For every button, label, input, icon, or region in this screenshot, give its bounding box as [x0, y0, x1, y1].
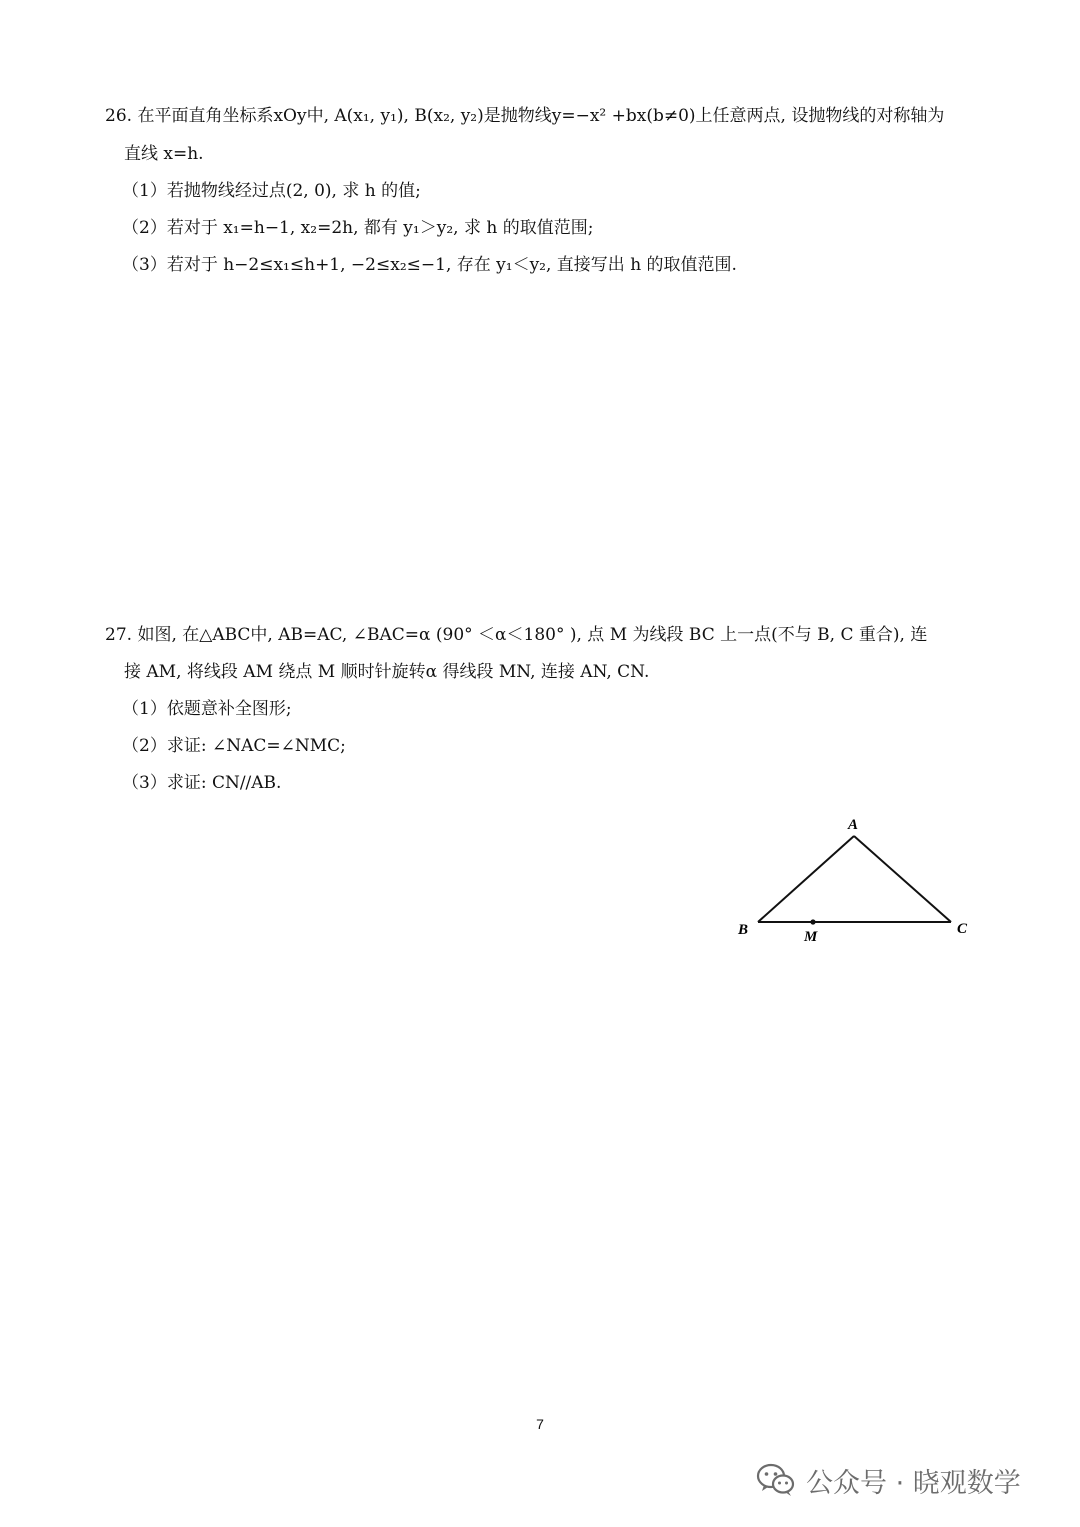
side-ab [758, 836, 854, 922]
q27-part1: （1）依题意补全图形; [122, 699, 292, 719]
point-m [810, 919, 815, 924]
q27-part3: （3）求证: CN∕∕AB. [122, 773, 282, 793]
label-b: B [738, 922, 749, 938]
wechat-icon [756, 1462, 796, 1498]
q26-part3: （3）若对于 h−2≤x₁≤h+1, −2≤x₂≤−1, 存在 y₁＜y₂, 直接写出 h 的取值范围. [122, 255, 737, 275]
q26-part1: （1）若抛物线经过点(2, 0), 求 h 的值; [122, 181, 421, 201]
q27-stem-line1: 27. 如图, 在△ABC中, AB=AC, ∠BAC=α (90° ＜α＜180° ), 点 M 为线段 BC 上一点(不与 B, C 重合), 连 [105, 625, 928, 645]
q26-stem-line1: 26. 在平面直角坐标系xOy中, A(x₁, y₁), B(x₂, y₂)是抛物线y=−x² +bx(b≠0)上任意两点, 设抛物线的对称轴为 [105, 106, 945, 126]
q27-stem-line2: 接 AM, 将线段 AM 绕点 M 顺时针旋转α 得线段 MN, 连接 AN, CN. [124, 662, 650, 682]
page-number: 7 [536, 1416, 544, 1432]
watermark [756, 1460, 1021, 1500]
watermark-text: 公众号 · 晓观数学 [806, 1467, 1021, 1499]
label-c: C [957, 921, 968, 937]
label-m: M [804, 929, 818, 945]
triangle-figure [730, 808, 990, 953]
label-a: A [848, 817, 859, 833]
side-ac [854, 836, 951, 922]
q26-stem-line2: 直线 x=h. [124, 144, 204, 164]
q26-part2: （2）若对于 x₁=h−1, x₂=2h, 都有 y₁＞y₂, 求 h 的取值范围; [122, 218, 594, 238]
q27-part2: （2）求证: ∠NAC=∠NMC; [122, 736, 346, 756]
